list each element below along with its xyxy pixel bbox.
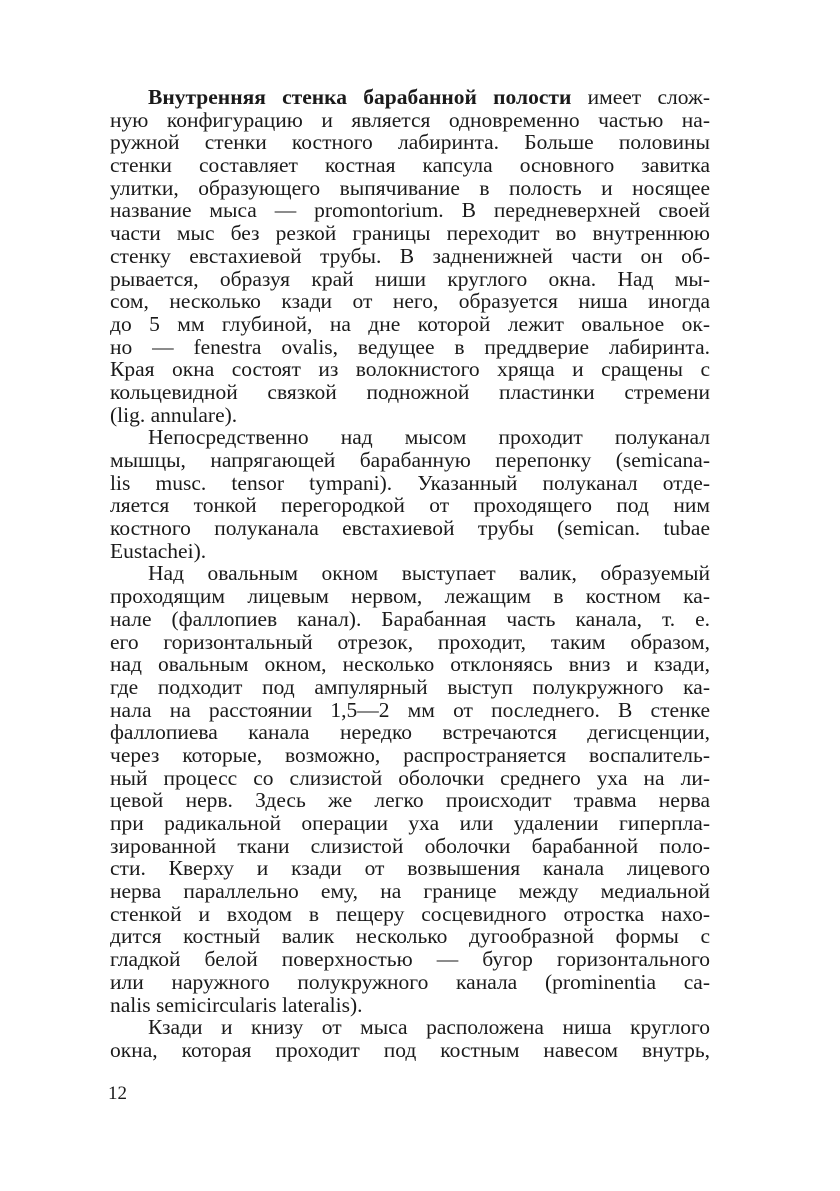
text-line: мышцы, напрягающей барабанную перепонку (semicana-: [110, 448, 710, 472]
text-line: Над овальным окном выступает валик, образуемый: [148, 561, 710, 586]
body-text: [110, 86, 710, 1062]
text-line: части мыс без резкой границы переходит во внутреннюю: [110, 221, 710, 246]
text-line: фаллопиева канала нередко встречаются дегисценции,: [110, 720, 710, 745]
text-line: ную конфигурацию и является одновременно частью на-: [110, 107, 710, 132]
text-line: костного полуканала евстахиевой трубы (semican. tubae: [110, 516, 710, 541]
text-line: или наружного полукружного канала (prominentia ca-: [110, 969, 710, 994]
text-line: до 5 мм глубиной, на дне которой лежит овальное ок-: [110, 311, 710, 336]
text-line: нерва параллельно ему, на границе между медиальной: [110, 879, 710, 904]
text-line: над овальным окном, несколько отклоняясь вниз и кзади,: [110, 652, 710, 677]
text-line: стенки составляет костная капсула основного завитка: [110, 153, 710, 178]
text-line: его горизонтальный отрезок, проходит, таким образом,: [110, 629, 710, 654]
text-line: дится костный валик несколько дугообразной формы с: [110, 924, 710, 949]
text-line: ляется тонкой перегородкой от проходящего под ним: [110, 493, 710, 518]
text-line: Eustachei).: [110, 538, 207, 563]
text-line: нале (фаллопиев канал). Барабанная часть канала, т. е.: [110, 606, 710, 631]
text-line: Края окна состоят из волокнистого хряща и сращены с: [110, 357, 710, 382]
text-line: кольцевидной связкой подножной пластинки стремени: [110, 379, 710, 404]
section-heading-inline: Внутренняя стенка барабанной полости: [148, 85, 572, 109]
text-line: [110, 86, 710, 109]
text-line: lis musc. tensor tympani). Указанный полуканал отде-: [110, 470, 710, 495]
text-line: стенкой и входом в пещеру сосцевидного отростка нахо-: [110, 901, 710, 926]
text-line: нала на расстоянии 1,5—2 мм от последнего. В стенке: [110, 697, 710, 722]
text-line: (lig. annulare).: [110, 402, 238, 427]
text-line: но — fenestra ovalis, ведущее в преддверие лабиринта.: [110, 334, 710, 359]
text-line: ружной стенки костного лабиринта. Больше половины: [110, 130, 710, 155]
text-line: зированной ткани слизистой оболочки барабанной поло-: [110, 833, 710, 858]
text-line: через которые, возможно, распространяется воспалитель-: [110, 742, 710, 767]
text-line: сти. Кверху и кзади от возвышения канала лицевого: [110, 856, 710, 881]
text-line: где подходит под ампулярный выступ полукружного ка-: [110, 674, 710, 699]
text-line: улитки, образующего выпячивание в полость и носящее: [110, 175, 710, 200]
text-line: nalis semicircularis lateralis).: [110, 992, 363, 1017]
text-line: Непосредственно над мысом проходит полуканал: [148, 425, 710, 450]
text-line: Кзади и книзу от мыса расположена ниша круглого: [148, 1015, 710, 1040]
page-number: 12: [108, 1083, 127, 1104]
text-line: гладкой белой поверхностью — бугор горизонтального: [110, 947, 710, 972]
text-line: при радикальной операции уха или удалении гиперпла-: [110, 811, 710, 835]
text-line: рывается, образуя край ниши круглого окна. Над мы-: [110, 266, 710, 291]
text-line: стенку евстахиевой трубы. В задненижней части он об-: [110, 243, 710, 268]
line-rest: имеет слож-: [571, 85, 710, 109]
text-line: цевой нерв. Здесь же легко происходит травма нерва: [110, 788, 710, 813]
text-line: название мыса — promontorium. В передневерхней своей: [110, 198, 710, 223]
text-line: проходящим лицевым нервом, лежащим в костном ка-: [110, 584, 710, 609]
text-line: окна, которая проходит под костным навесом внутрь,: [110, 1037, 710, 1062]
text-line: сом, несколько кзади от него, образуется ниша иногда: [110, 289, 710, 314]
text-line: ный процесс со слизистой оболочки среднего уха на ли-: [110, 765, 710, 790]
